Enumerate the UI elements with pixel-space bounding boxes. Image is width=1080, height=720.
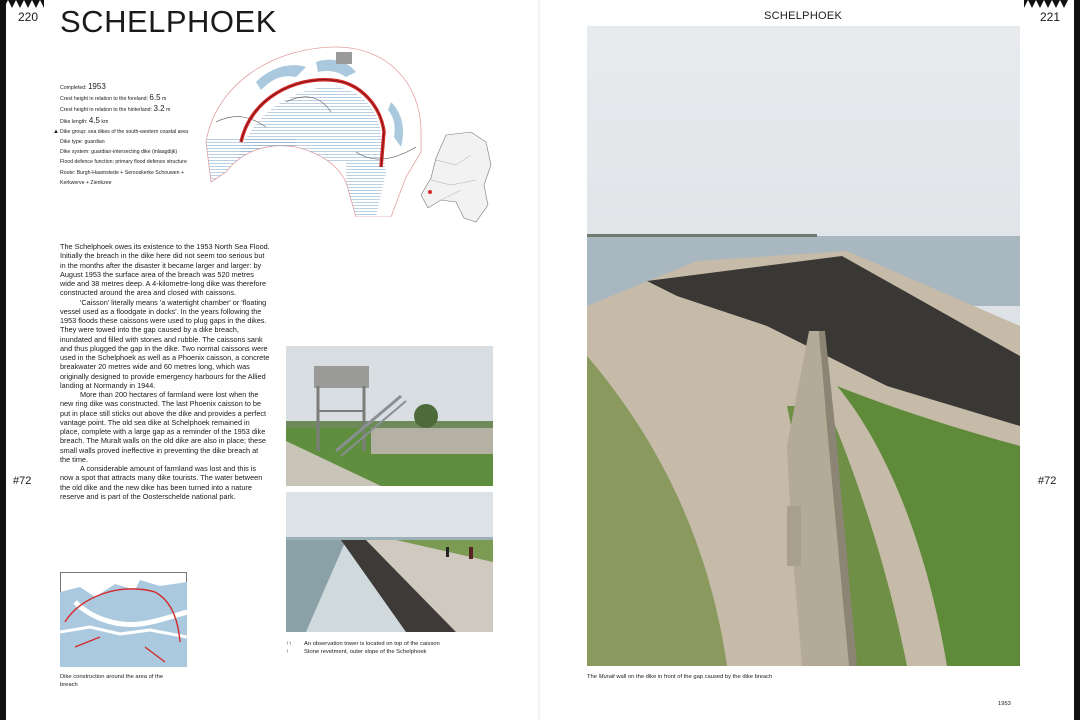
fact-label: Completed: (60, 85, 88, 91)
fact-row (60, 178, 210, 188)
running-head: SCHELPHOEK (764, 10, 843, 22)
photo-caption: The Muralt wall on the dike in front of the gap caused by the dike breach (587, 674, 773, 680)
page-edge-ticks (1024, 0, 1068, 8)
fact-label: Dike system: guardian-intersecting dike (inlaagdijk) (60, 149, 178, 156)
fact-label: Route: Burgh-Haamstede + Serooskerke Schouwen + (60, 169, 184, 176)
fact-row (60, 137, 210, 147)
observation-tower-photo (286, 346, 493, 486)
body-paragraph: A considerable amount of farmland was lost and this is now a spot that attracts many dike tourists. The water between the old dike and the new dike has been turned into a nature reserve and is part of the Oosterschelde national park. (60, 464, 263, 501)
page-number: 220 (18, 10, 39, 24)
fact-unit: m (160, 96, 167, 103)
photo-caption-row (286, 648, 496, 656)
page-number: 221 (1040, 10, 1061, 24)
fact-row (60, 116, 210, 127)
dike-construction-map (60, 572, 187, 667)
muralt-wall-photo (587, 26, 1020, 666)
photo-captions (286, 640, 496, 656)
dike-group-marker-icon: ▲ (53, 128, 59, 135)
fact-value: 6.5 (149, 93, 161, 103)
fact-unit: m (164, 107, 171, 114)
photo-caption-text: An observation tower is located on top of the caisson (304, 641, 440, 647)
fact-row (60, 104, 210, 115)
arrow-up-icon: ↑ (286, 649, 289, 655)
fact-value: 3.2 (153, 104, 165, 114)
dike-facts-list (53, 82, 210, 188)
fact-label: Crest height in relation to the hinterland: (60, 107, 154, 114)
body-paragraph: The Schelphoek owes its existence to the 1953 North Sea Flood. Initially the breach in the dike here did not seem too serious but in the months after the disaster it became larger and larger: by August 1953 the surface area of the breach was 520 metres wide and 38 metres deep. A 4-kilometre-long dike was therefore constructed around the area and closed with caissons. (60, 242, 270, 298)
fact-label: Crest height in relation to the foreland: (60, 96, 150, 103)
fact-row (60, 147, 210, 157)
fact-label: Dike length: (60, 118, 89, 125)
photo-caption-text: Stone revetment, outer slope of the Schelphoek (304, 649, 427, 655)
fact-label: Flood defence function: primary flood defence structure (60, 159, 187, 166)
right-page (540, 0, 1074, 720)
fact-label: Dike group: sea dikes of the south-western coastal area (60, 128, 189, 135)
photo-caption-row (286, 640, 496, 648)
fact-row (60, 168, 210, 178)
left-binding-edge (0, 0, 6, 720)
fact-value: 4.5 (88, 115, 100, 125)
fact-label: Dike type: guardian (60, 139, 105, 146)
footer-year: 1953 (998, 701, 1011, 707)
fact-row (53, 127, 210, 137)
netherlands-inset-map (416, 130, 496, 230)
side-mark: #72 (1038, 475, 1057, 487)
arrow-up-icon: ↑↑ (286, 641, 292, 647)
page-title: SCHELPHOEK (60, 4, 277, 39)
fact-label: Kerkwerve + Zierikzee (60, 179, 112, 186)
page-edge-ticks (0, 0, 44, 8)
stone-revetment-photo (286, 492, 493, 632)
body-paragraph: More than 200 hectares of farmland were lost when the new ring dike was constructed. The last Phoenix caisson to be put in place still sticks out above the dike and provides a perfect vantage point. The old sea dike at Schelphoek remained in place, complete with a large gap as a reminder of the 1953 dike breach. The Muralt walls on the old dike are also in place; these small walls proved ineffective in preventing the dike breach at the time. (60, 390, 267, 464)
map-caption: Dike construction around the area of the breach (60, 674, 164, 688)
side-mark: #72 (13, 475, 32, 487)
fact-row (60, 157, 210, 167)
schelphoek-site-map (196, 42, 426, 217)
body-paragraph: 'Caisson' literally means 'a watertight chamber' or 'floating vessel used as a floodgate in docks'. In the years following the 1953 floods these caissons were used to plug gaps in the dikes. They were towed into the gap caused by a dike breach, inundated and filled with stones and rubble. The caissons sank and thus plugged the gap in the dike. Two normal caissons were used in the Schelphoek as well as a Phoenix caisson, a concrete breakwater 20 metres wide and 60 metres long, which was originally designed to provide emergency harbours for the Allied landing at Normandy in 1944. (60, 297, 270, 390)
fact-row (60, 82, 210, 93)
article-body (60, 242, 270, 501)
fact-row (60, 93, 210, 104)
left-page (6, 0, 538, 720)
fact-unit: km (99, 118, 109, 125)
fact-value: 1953 (87, 82, 106, 91)
right-binding-edge (1074, 0, 1080, 720)
